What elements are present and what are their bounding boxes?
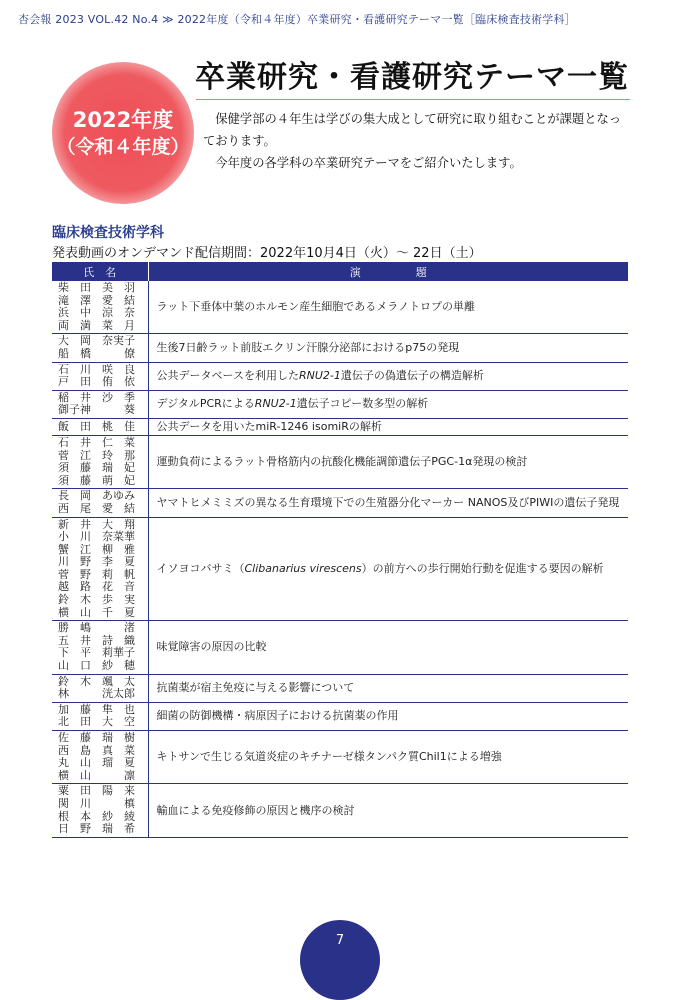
student-name: 菅 江 玲 那	[58, 448, 135, 462]
table-row	[52, 517, 628, 621]
student-name: 佐 藤 瑞 樹	[58, 731, 135, 744]
research-title: 細菌の防御機構・病原因子における抗菌薬の作用	[148, 702, 628, 730]
student-name: 滝 澤 愛 結	[58, 293, 135, 307]
research-title-italic: Clibanarius virescens	[244, 561, 362, 575]
student-name: 加 藤 隼 也	[58, 702, 135, 716]
student-names	[52, 674, 148, 702]
student-names	[52, 435, 148, 488]
student-names	[52, 702, 148, 730]
student-name: 須 藤 瑞 妃	[58, 461, 135, 475]
student-name: 粟 田 陽 来	[58, 784, 135, 798]
student-name: 石 井 仁 菜	[58, 435, 135, 449]
research-title: ラット下垂体中葉のホルモン産生細胞であるメラノトロプの単離	[148, 281, 628, 334]
research-title	[148, 517, 628, 621]
student-name: 丸 山 瑠 夏	[58, 756, 135, 770]
student-name: 新 井 大 翔	[58, 517, 135, 531]
student-names	[52, 334, 148, 362]
research-title	[148, 390, 628, 418]
table-row	[52, 435, 628, 488]
research-title: 生後7日齢ラット前肢エクリン汗腺分泌部におけるp75の発現	[148, 334, 628, 362]
student-name: 須 藤 萌 妃	[58, 473, 135, 487]
student-name: 横 山 凛	[58, 768, 135, 782]
research-title-part: イソヨコバサミ（	[156, 561, 245, 575]
student-name: 小 川 奈菜華	[58, 530, 135, 544]
research-title-part: 公共データベースを利用した	[156, 369, 299, 383]
table-row	[52, 674, 628, 702]
research-title-part: 遺伝子の偽遺伝子の構造解析	[340, 369, 484, 383]
research-title: 味覚障害の原因の比較	[148, 621, 628, 674]
intro-paragraph-1: 保健学部の４年生は学びの集大成として研究に取り組むことが課題となっております。	[203, 112, 622, 148]
student-name: 船 橋 僚	[58, 346, 135, 360]
department-heading: 臨床検査技術学科	[52, 225, 164, 241]
student-name: 鈴 木 歩 実	[58, 593, 135, 607]
student-name: 大 岡 奈実子	[58, 334, 135, 348]
student-names	[52, 362, 148, 390]
research-title	[148, 362, 628, 390]
student-names	[52, 621, 148, 674]
table-row	[52, 390, 628, 418]
student-names	[52, 418, 148, 435]
page-number: 7	[300, 920, 380, 1000]
student-name: 御子神 葵	[58, 403, 135, 417]
research-themes-table	[52, 262, 628, 838]
table-row	[52, 731, 628, 784]
student-names	[52, 489, 148, 517]
badge-era: （令和４年度）	[56, 136, 190, 158]
research-title: 輸血による免疫修飾の原因と機序の検討	[148, 784, 628, 837]
table-row	[52, 281, 628, 334]
running-head: 杏会報 2023 VOL.42 No.4 ≫ 2022年度（令和４年度）卒業研究・看護研究テーマ一覧［臨床検査技術学科］	[18, 13, 576, 26]
research-title: ヤマトヒメミミズの異なる生育環境下での生殖器分化マーカー NANOS及びPIWIの遺伝子発現	[148, 489, 628, 517]
table-row	[52, 784, 628, 837]
student-name: 日 野 瑞 希	[58, 822, 135, 836]
year-badge	[52, 62, 194, 204]
student-name: 山 口 紗 穂	[58, 659, 135, 673]
student-name: 林 洸太郎	[58, 687, 135, 701]
title-divider	[196, 99, 630, 100]
student-name: 根 本 紗 綾	[58, 809, 135, 823]
student-name: 西 島 真 菜	[58, 743, 135, 757]
student-name: 石 川 咲 良	[58, 362, 135, 376]
table-row	[52, 621, 628, 674]
student-names	[52, 517, 148, 621]
student-names	[52, 731, 148, 784]
student-name: 横 山 千 夏	[58, 605, 135, 619]
student-name: 関 川 槙	[58, 796, 135, 810]
student-name: 長 岡 あゆみ	[58, 489, 135, 503]
student-names	[52, 784, 148, 837]
research-title-part: ）の前方への歩行開始行動を促進する要因の解析	[361, 561, 604, 575]
table-row	[52, 489, 628, 517]
research-title: キトサンで生じる気道炎症のキチナーゼ様タンパク質Chil1による増強	[148, 731, 628, 784]
student-name: 北 田 大 空	[58, 715, 135, 729]
student-name: 勝 嶋 渚	[58, 621, 135, 635]
header-title: 演 題	[148, 262, 628, 281]
badge-year: 2022年度	[72, 108, 174, 132]
table-row	[52, 702, 628, 730]
research-title: 公共データを用いたmiR-1246 isomiRの解析	[148, 418, 628, 435]
student-name: 下 平 莉華子	[58, 646, 135, 660]
research-title: 運動負荷によるラット骨格筋内の抗酸化機能調節遺伝子PGC-1α発現の検討	[148, 435, 628, 488]
student-name: 浜 中 涼 奈	[58, 306, 135, 320]
intro-text	[203, 108, 629, 174]
table-row	[52, 362, 628, 390]
student-name: 鈴 木 颯 太	[58, 674, 135, 688]
table-header-row	[52, 262, 628, 281]
student-names	[52, 390, 148, 418]
student-name: 菅 野 莉 帆	[58, 567, 135, 581]
page-title: 卒業研究・看護研究テーマ一覧	[195, 60, 629, 95]
student-name: 戸 田 侑 依	[58, 375, 135, 389]
student-names	[52, 281, 148, 334]
research-title-italic: RNU2-1	[254, 397, 297, 411]
student-name: 飯 田 桃 佳	[58, 419, 135, 433]
table-row	[52, 418, 628, 435]
student-name: 柴 田 美 羽	[58, 281, 135, 294]
student-name: 川 野 李 夏	[58, 555, 135, 569]
student-name: 稲 井 沙 季	[58, 390, 135, 404]
table-row	[52, 334, 628, 362]
research-title-part: 遺伝子コピー数多型の解析	[296, 397, 429, 411]
research-title-part: デジタルPCRによる	[156, 397, 255, 411]
research-title-italic: RNU2-1	[298, 369, 341, 383]
table-body	[52, 281, 628, 837]
student-name: 西 尾 愛 結	[58, 501, 135, 515]
student-name: 両 満 菜 月	[58, 318, 135, 332]
stream-period: 発表動画のオンデマンド配信期間：2022年10月4日（火）～ 22日（土）	[52, 246, 482, 261]
intro-paragraph-2: 今年度の各学科の卒業研究テーマをご紹介いたします。	[215, 156, 522, 170]
student-name: 越 路 花 音	[58, 580, 135, 594]
student-name: 五 井 詩 織	[58, 633, 135, 647]
student-name: 蟹 江 柳 雅	[58, 542, 135, 556]
header-name: 氏 名	[52, 262, 148, 281]
research-title: 抗菌薬が宿主免疫に与える影響について	[148, 674, 628, 702]
